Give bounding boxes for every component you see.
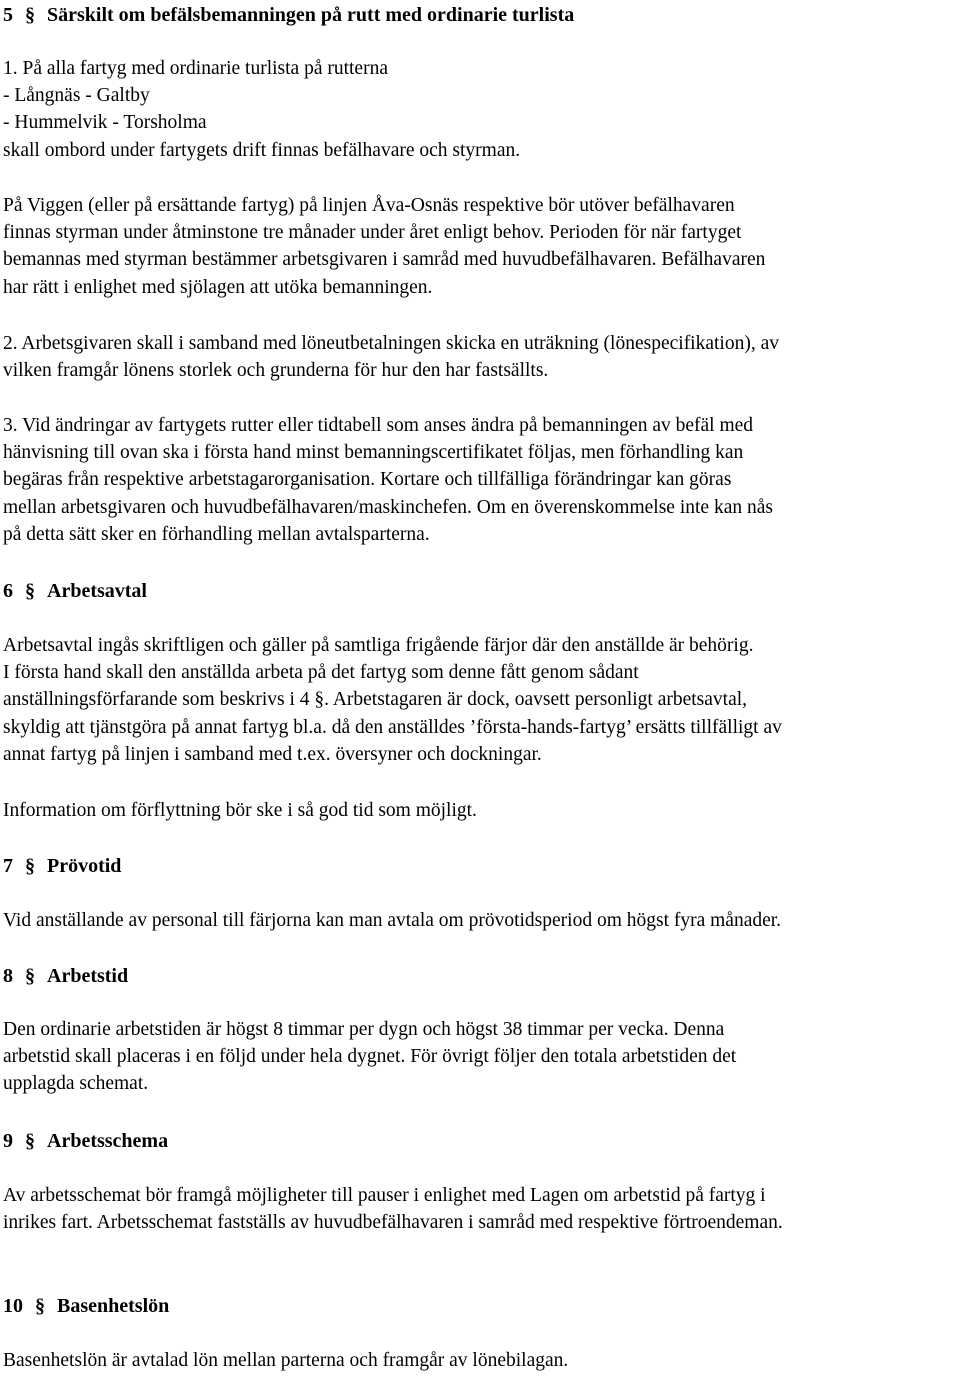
text-line: 3. Vid ändringar av fartygets rutter eller tidtabell som anses ändra på bemanningen av befäl med xyxy=(3,415,754,436)
section-number: 5 xyxy=(3,4,13,26)
paragraph-5-2 xyxy=(3,192,957,301)
text-line: vilken framgår lönens storlek och grunderna för hur den har fastsällts. xyxy=(3,360,549,382)
paragraph-9-1 xyxy=(3,1182,957,1236)
text-line: skall ombord under fartygets drift finnas befälhavare och styrman. xyxy=(3,139,521,161)
text-line: inrikes fart. Arbetsschemat fastställs av huvudbefälhavaren i samråd med respektive förtroendeman. xyxy=(3,1212,783,1234)
text-line: annat fartyg på linjen i samband med t.ex. översyner och dockningar. xyxy=(3,743,542,765)
text-line: hänvisning till ovan ska i första hand minst bemanningscertifikatet följas, men förhandling kan xyxy=(3,442,744,464)
text-line: - Långnäs - Galtby xyxy=(3,85,150,107)
section-heading-9 xyxy=(3,1127,957,1155)
paragraph-5-4 xyxy=(3,412,957,548)
text-line: finnas styrman under åtminstone tre månader under året enligt behov. Perioden för när fartyget xyxy=(3,222,742,244)
text-line: Basenhetslön är avtalad lön mellan parterna och framgår av lönebilagan. xyxy=(3,1350,569,1371)
paragraph-6-1 xyxy=(3,632,957,768)
section-number: 10 xyxy=(3,1295,23,1317)
text-line: I första hand skall den anställda arbeta på det fartyg som denne fått genom sådant xyxy=(3,662,639,684)
text-line: På Viggen (eller på ersättande fartyg) på linjen Åva-Osnäs respektive bör utöver befälhavaren xyxy=(3,195,735,216)
paragraph-6-2 xyxy=(3,797,957,824)
section-heading-10 xyxy=(3,1292,957,1320)
text-line: anställningsförfarande som beskrivs i 4 §. Arbetstagaren är dock, oavsett personligt arbetsavtal, xyxy=(3,689,748,711)
text-line: Av arbetsschemat bör framgå möjligheter till pauser i enlighet med Lagen om arbetstid på fartyg i xyxy=(3,1185,766,1206)
section-title: Särskilt om befälsbemanningen på rutt med ordinarie turlista xyxy=(47,4,575,26)
section-heading-7 xyxy=(3,852,957,880)
paragraph-8-1 xyxy=(3,1016,957,1098)
text-line: - Hummelvik - Torsholma xyxy=(3,112,207,134)
section-title: Arbetsschema xyxy=(47,1130,169,1152)
text-line: Arbetsavtal ingås skriftligen och gäller på samtliga frigående färjor där den anställde är behörig. xyxy=(3,635,754,656)
section-heading-8 xyxy=(3,962,957,990)
text-line: skyldig att tjänstgöra på annat fartyg bl.a. då den anställdes ’första-hands-fartyg’ ersätts tillfälligt av xyxy=(3,716,782,738)
section-symbol: § xyxy=(25,4,35,26)
text-line: Information om förflyttning bör ske i så god tid som möjligt. xyxy=(3,800,477,821)
section-title: Prövotid xyxy=(47,855,122,877)
text-line: 1. På alla fartyg med ordinarie turlista på rutterna xyxy=(3,58,388,79)
section-symbol: § xyxy=(25,965,35,987)
text-line: begäras från respektive arbetstagarorganisation. Kortare och tillfälliga förändringar kan göras xyxy=(3,469,732,491)
text-line: arbetstid skall placeras i en följd under hela dygnet. För övrigt följer den totala arbetstiden det xyxy=(3,1046,737,1068)
text-line: upplagda schemat. xyxy=(3,1073,149,1095)
section-symbol: § xyxy=(25,855,35,877)
section-symbol: § xyxy=(35,1295,45,1317)
section-number: 9 xyxy=(3,1130,13,1152)
section-heading-5 xyxy=(3,1,574,29)
text-line: bemannas med styrman bestämmer arbetsgivaren i samråd med huvudbefälhavaren. Befälhavaren xyxy=(3,249,766,271)
section-symbol: § xyxy=(25,1130,35,1152)
section-title: Arbetstid xyxy=(47,965,129,987)
paragraph-5-3 xyxy=(3,330,957,384)
paragraph-7-1 xyxy=(3,907,957,934)
paragraph-5-1 xyxy=(3,55,957,164)
text-line: mellan arbetsgivaren och huvudbefälhavaren/maskinchefen. Om en överenskommelse inte kan nås xyxy=(3,496,773,518)
section-number: 8 xyxy=(3,965,13,987)
section-number: 6 xyxy=(3,580,13,602)
text-line: Den ordinarie arbetstiden är högst 8 timmar per dygn och högst 38 timmar per vecka. Denna xyxy=(3,1019,725,1040)
section-title: Basenhetslön xyxy=(57,1295,170,1317)
text-line: Vid anställande av personal till färjorna kan man avtala om prövotidsperiod om högst fyra månader. xyxy=(3,910,782,931)
section-title: Arbetsavtal xyxy=(47,580,147,602)
text-line: 2. Arbetsgivaren skall i samband med löneutbetalningen skicka en uträkning (lönespecifikation), av xyxy=(3,333,779,354)
section-symbol: § xyxy=(25,580,35,602)
paragraph-10-1 xyxy=(3,1347,957,1374)
text-line: på detta sätt sker en förhandling mellan avtalsparterna. xyxy=(3,523,430,545)
text-line: har rätt i enlighet med sjölagen att utöka bemanningen. xyxy=(3,276,433,298)
section-heading-6 xyxy=(3,577,957,605)
section-number: 7 xyxy=(3,855,13,877)
